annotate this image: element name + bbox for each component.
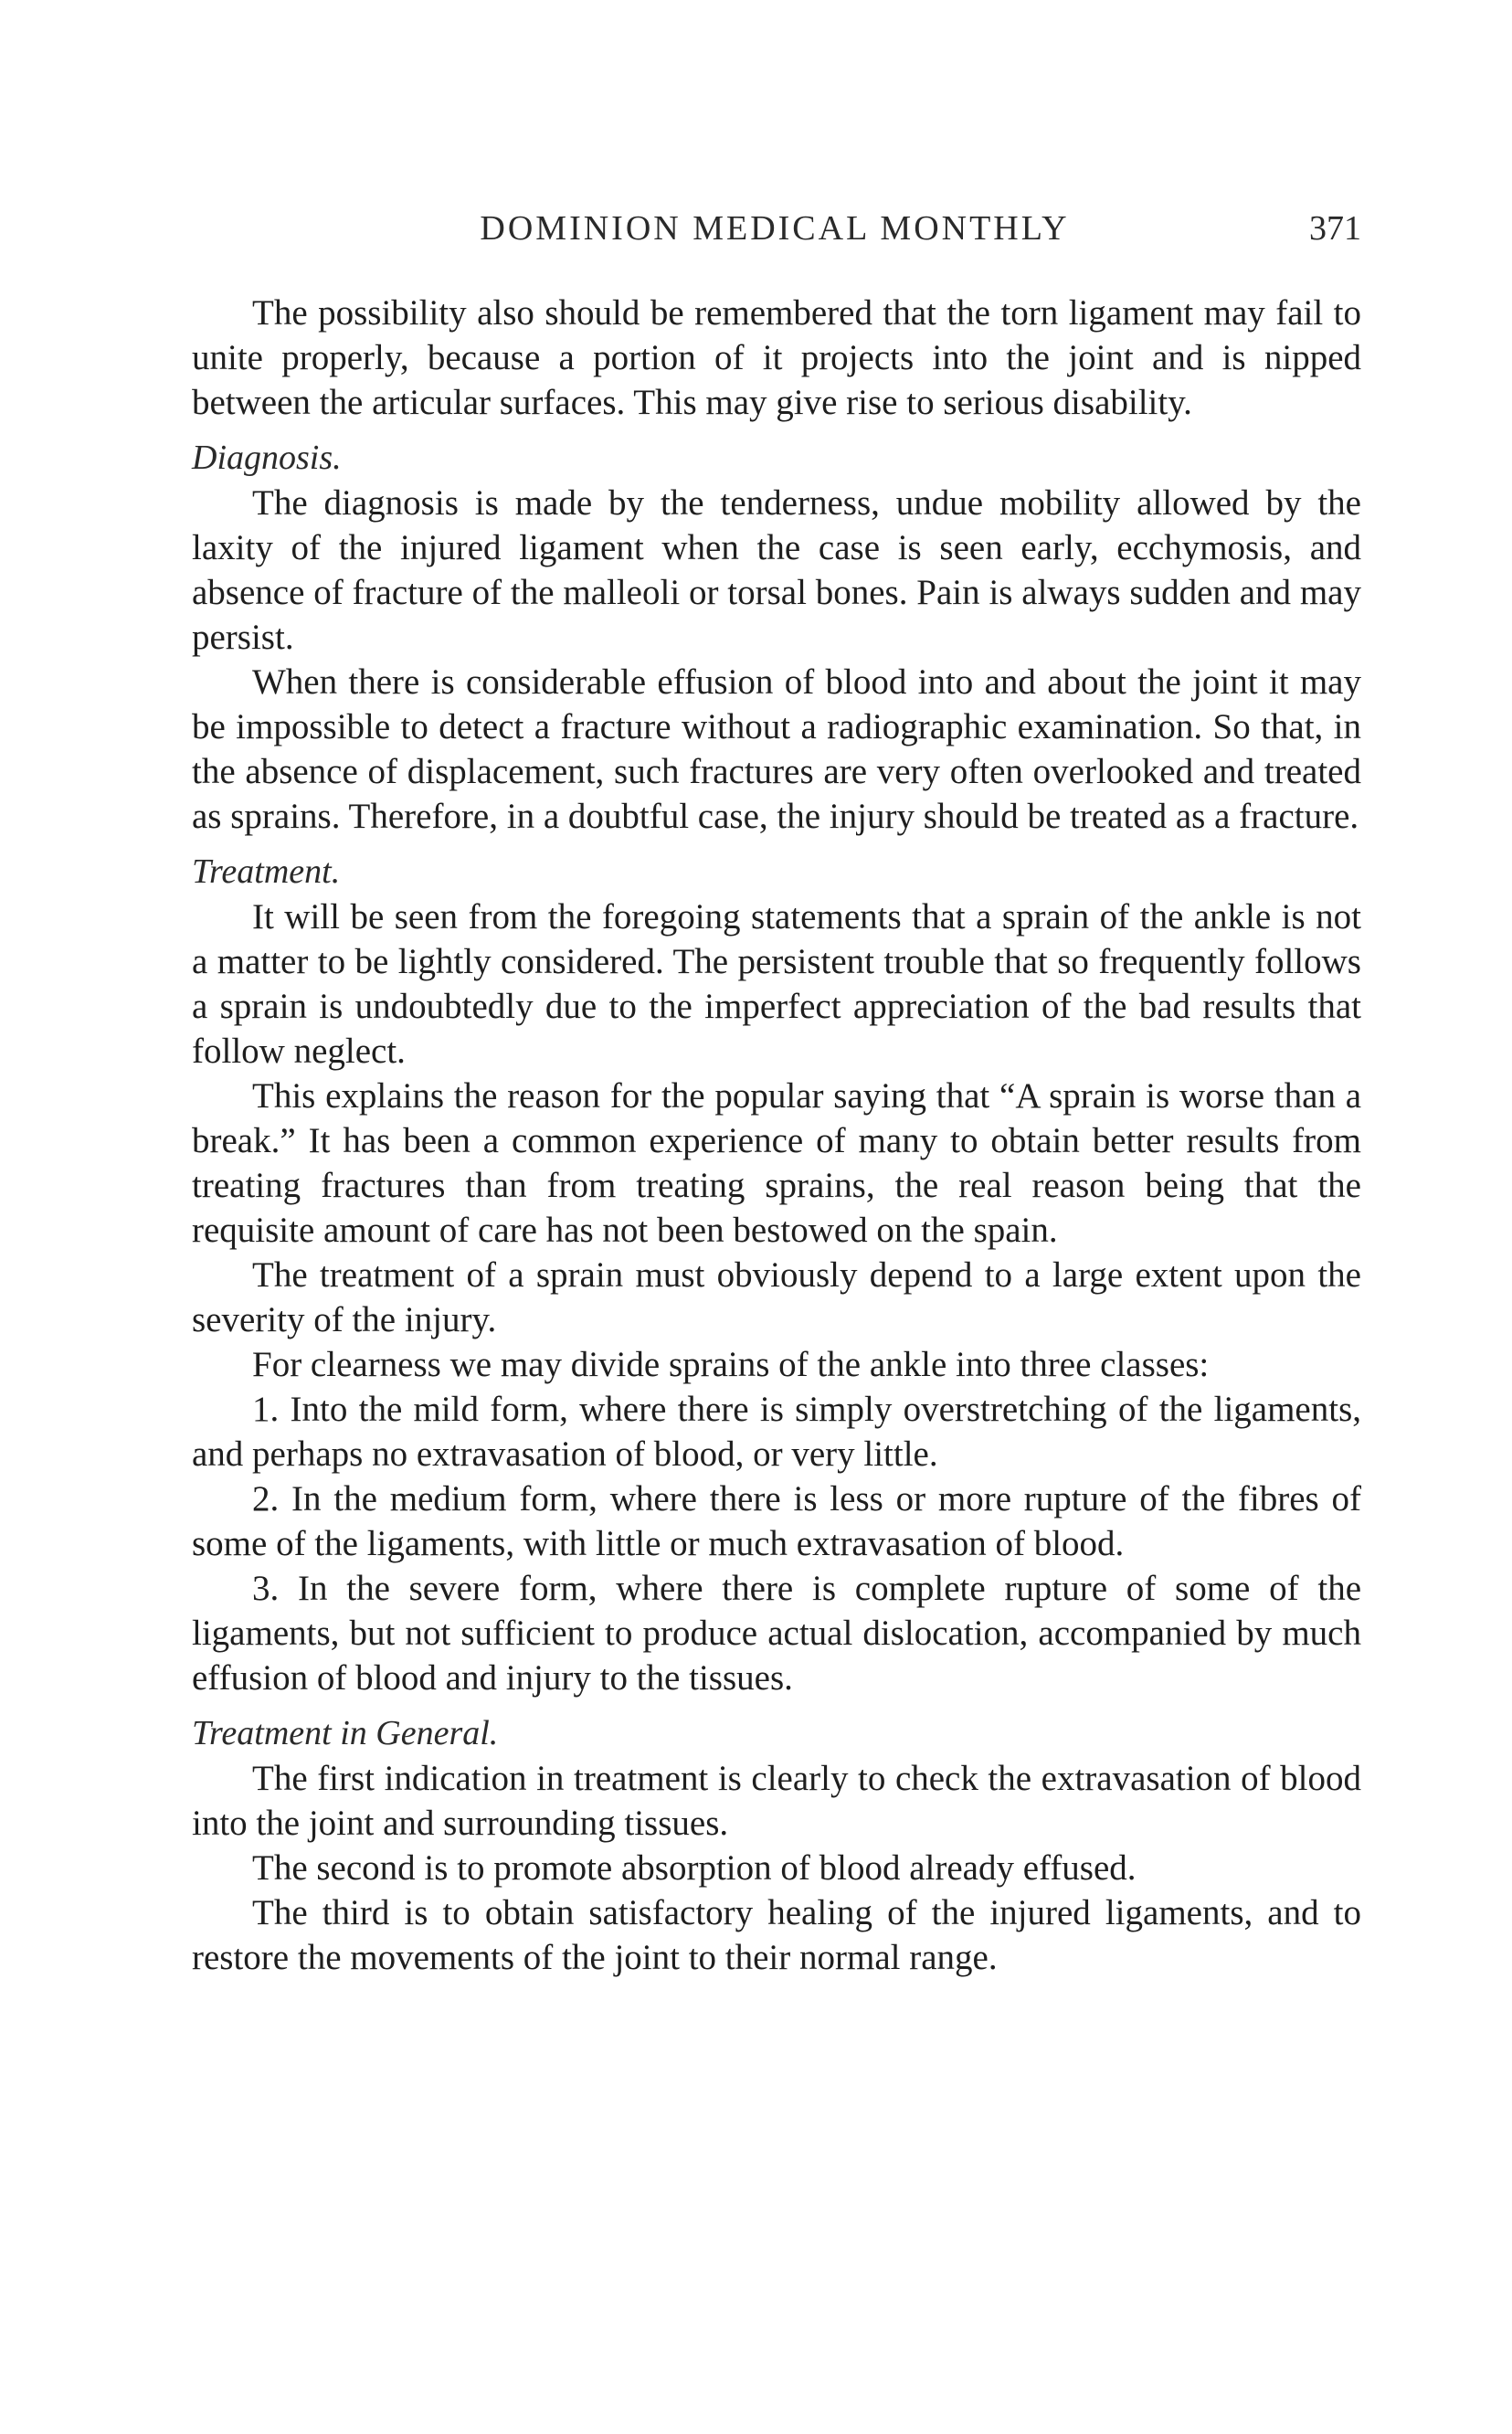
paragraph-class-mild: 1. Into the mild form, where there is simply overstretching of the ligaments, and perhaps no extravasation of blood, or very little.	[192, 1390, 1361, 1474]
article-body	[192, 291, 1361, 1980]
paragraph-sprain-consideration: It will be seen from the foregoing statements that a sprain of the ankle is not a matter to be lightly considered. The persistent trouble that so frequently follows a sprain is undoubtedly due to the imperfect appreciation of the bad results that follow neglect.	[192, 897, 1361, 1071]
paragraph-diagnosis: The diagnosis is made by the tenderness, undue mobility allowed by the laxity of the injured ligament when the case is seen early, ecchymosis, and absence of fracture of the malleoli or torsal bones. Pain is always sudden and may persist.	[192, 483, 1361, 657]
paragraph-torn-ligament: The possibility also should be remembered that the torn ligament may fail to unite properly, because a portion of it projects into the joint and is nipped between the articular surfaces. This may give rise to serious disability.	[192, 293, 1361, 422]
paragraph-severity: The treatment of a sprain must obviously depend to a large extent upon the severity of the injury.	[192, 1255, 1361, 1339]
section-heading-treatment: Treatment.	[192, 852, 341, 891]
paragraph-effusion: When there is considerable effusion of blood into and about the joint it may be impossible to detect a fracture without a radiographic examination. So that, in the absence of displacement, such fractures are very often overlooked and treated as sprains. Therefore, in a doubtful case, the injury should be treated as a fracture.	[192, 662, 1361, 836]
paragraph-class-medium: 2. In the medium form, where there is less or more rupture of the fibres of some of the ligaments, with little or much extravasation of blood.	[192, 1479, 1361, 1563]
section-heading-diagnosis: Diagnosis.	[192, 439, 342, 477]
page-number: 371	[1309, 209, 1361, 248]
paragraph-first-indication: The first indication in treatment is clearly to check the extravasation of blood into the joint and surrounding tissues.	[192, 1759, 1361, 1843]
paragraph-popular-saying: This explains the reason for the popular saying that “A sprain is worse than a break.” It has been a common experience of many to obtain better results from treating fractures than from treating sprains, the real reason being that the requisite amount of care has not been bestowed on the spain.	[192, 1076, 1361, 1250]
paragraph-classes-intro: For clearness we may divide sprains of the ankle into three classes:	[252, 1345, 1210, 1384]
paragraph-class-severe: 3. In the severe form, where there is complete rupture of some of the ligaments, but not sufficient to produce actual dislocation, accompanied by much effusion of blood and injury to the tissues.	[192, 1569, 1361, 1698]
journal-title: DOMINION MEDICAL MONTHLY	[480, 209, 1070, 248]
section-heading-treatment-general: Treatment in General.	[192, 1714, 499, 1752]
paragraph-second-indication: The second is to promote absorption of blood already effused.	[252, 1848, 1137, 1888]
page-header	[188, 208, 1361, 263]
paragraph-third-indication: The third is to obtain satisfactory healing of the injured ligaments, and to restore the movements of the joint to their normal range.	[192, 1893, 1361, 1977]
